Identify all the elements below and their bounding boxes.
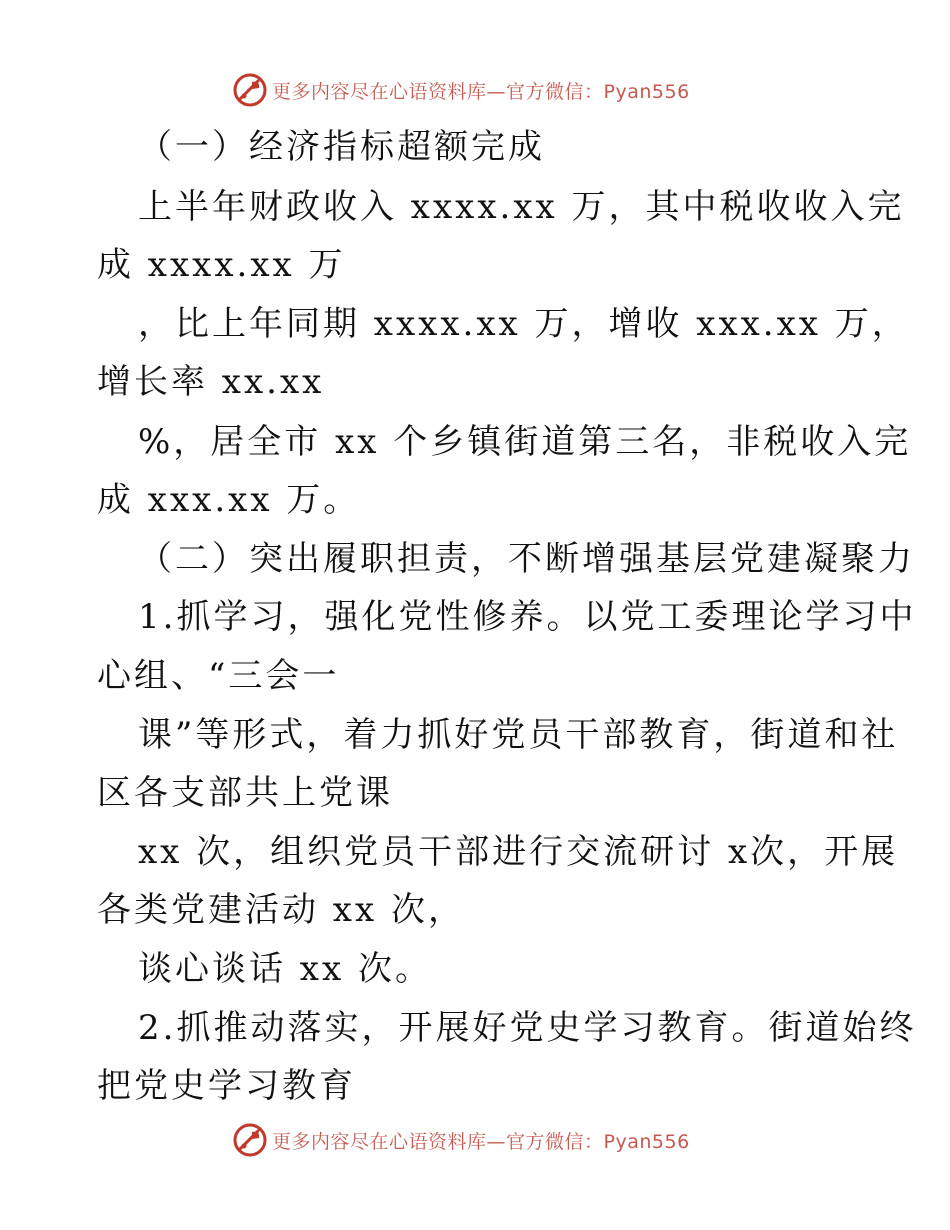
paragraph-line: ，比上年同期 xxxx.xx 万，增收 xxx.xx 万， [138,304,909,344]
paragraph-line: %，居全市 xx 个乡镇街道第三名，非税收入完 [138,422,912,462]
paragraph-line: 谈心谈话 xx 次。 [138,949,432,989]
paragraph-line: 课”等形式，着力抓好党员干部教育，街道和社 [138,715,899,755]
quill-logo-icon [232,1122,268,1158]
section-heading-2: （二）突出履职担责，不断增强基层党建凝聚力 [138,539,915,579]
banner-text: 更多内容尽在心语资料库—官方微信：Pyan556 [272,1130,690,1153]
banner-text: 更多内容尽在心语资料库—官方微信：Pyan556 [272,80,690,103]
quill-logo-icon [232,72,268,108]
paragraph-line: 上半年财政收入 xxxx.xx 万，其中税收收入完 [138,187,905,227]
paragraph-line: 成 xxx.xx 万。 [97,480,361,520]
paragraph-line: 各类党建活动 xx 次， [97,890,465,930]
paragraph-line: 增长率 xx.xx [97,362,325,402]
section-heading-1: （一）经济指标超额完成 [138,127,545,167]
paragraph-line: 心组、“三会一 [97,656,340,696]
paragraph-line: 把党史学习教育 [97,1066,356,1106]
paragraph-line: 2.抓推动落实，开展好党史学习教育。街道始终 [138,1008,917,1048]
footer-banner [232,1120,690,1160]
paragraph-line: 1.抓学习，强化党性修养。以党工委理论学习中 [138,597,917,637]
paragraph-line: xx 次，组织党员干部进行交流研讨 x次，开展 [138,832,899,872]
header-banner [232,70,690,110]
paragraph-line: 区各支部共上党课 [97,773,393,813]
paragraph-line: 成 xxxx.xx 万 [97,245,346,285]
